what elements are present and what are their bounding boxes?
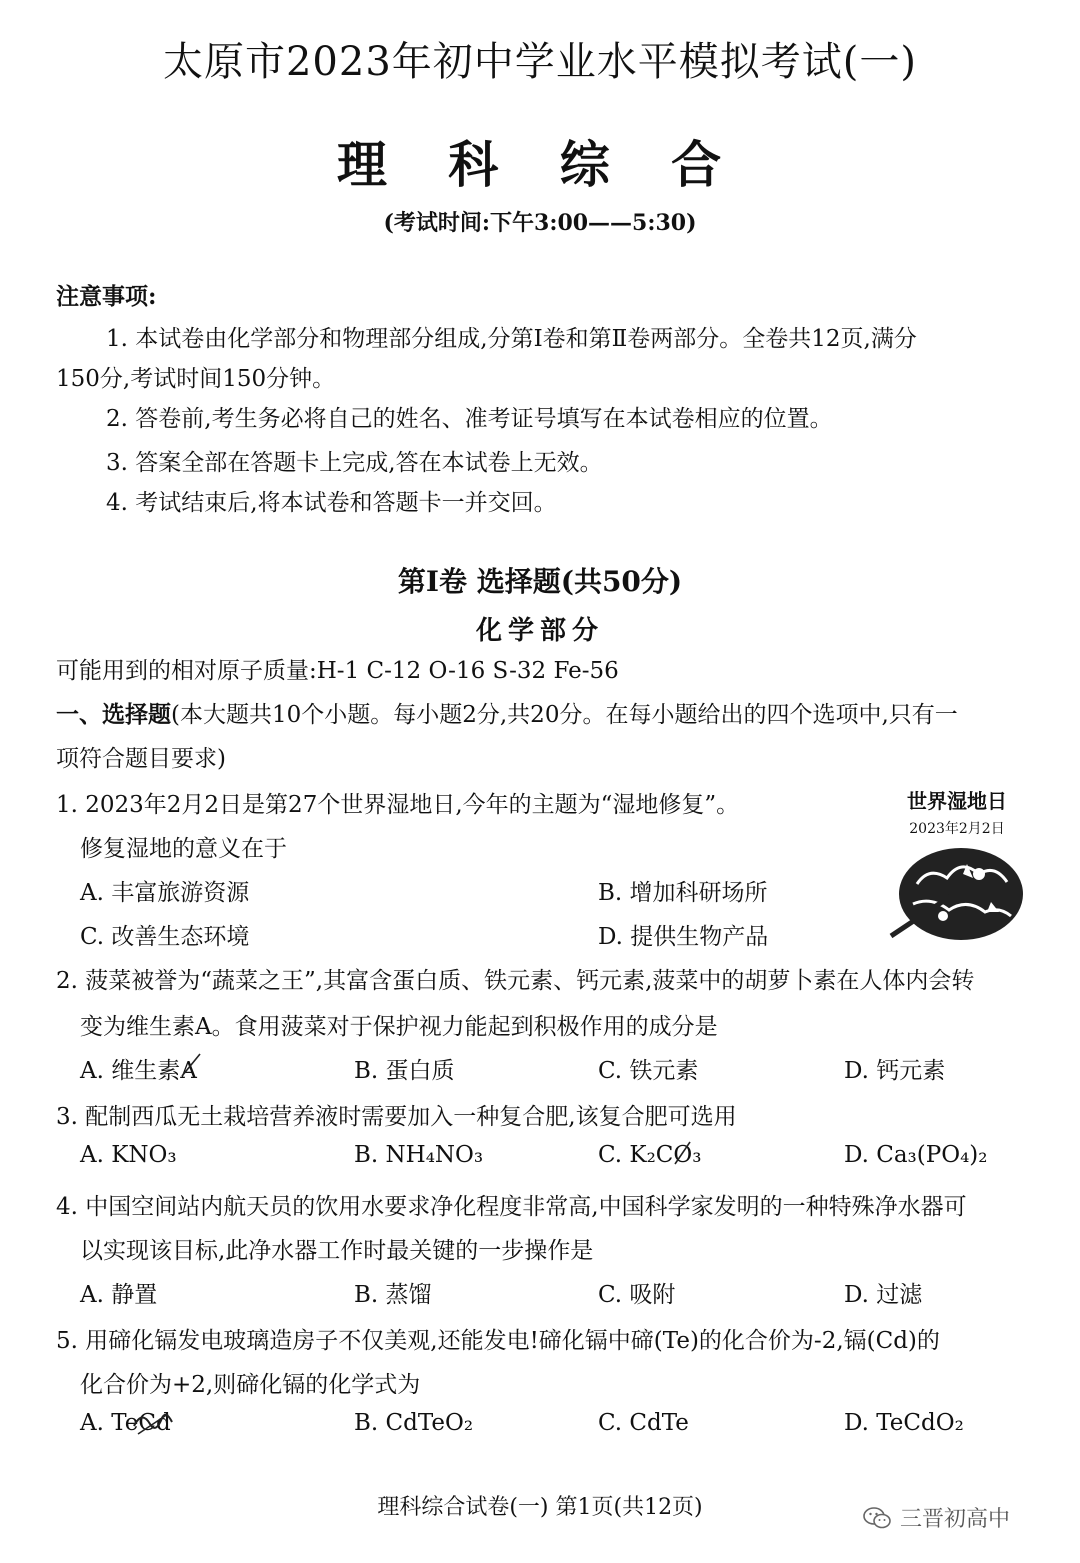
q4-option-c: C. 吸附 [598, 1282, 676, 1308]
q4-option-b: B. 蒸馏 [354, 1282, 432, 1308]
section-subtitle: 化学部分 [475, 616, 604, 646]
watermark [862, 1502, 1010, 1533]
q4-option-d: D. 过滤 [844, 1282, 923, 1308]
q1-stem-2: 修复湿地的意义在于 [80, 836, 287, 862]
q1-stem-1: 1. 2023年2月2日是第27个世界湿地日,今年的主题为“湿地修复”。 [56, 792, 740, 818]
note-3: 3. 答案全部在答题卡上完成,答在本试卷上无效。 [106, 450, 603, 476]
note-1b: 150分,考试时间150分钟。 [56, 366, 336, 392]
q1-option-c: C. 改善生态环境 [80, 924, 250, 950]
part-heading-line [56, 696, 958, 729]
q3-option-b: B. NH₄NO₃ [354, 1142, 484, 1168]
q5-option-a: A. TeCd [80, 1410, 171, 1436]
page-footer: 理科综合试卷(一) 第1页(共12页) [377, 1495, 703, 1520]
q3-option-c: C. K₂CO₃ [598, 1142, 702, 1168]
q5-option-d: D. TeCdO₂ [844, 1410, 964, 1436]
atomic-masses: 可能用到的相对原子质量:H-1 C-12 O-16 S-32 Fe-56 [56, 658, 619, 684]
q2-option-b: B. 蛋白质 [354, 1058, 455, 1084]
subject-title: 理 科 综 合 [336, 135, 744, 194]
wetland-logo-icon [887, 844, 1027, 944]
note-4: 4. 考试结束后,将本试卷和答题卡一并交回。 [106, 490, 557, 516]
q5-option-c: C. CdTe [598, 1410, 689, 1436]
wechat-icon [862, 1506, 892, 1530]
note-2: 2. 答卷前,考生务必将自己的姓名、准考证号填写在本试卷相应的位置。 [106, 406, 833, 432]
part-desc: (本大题共10个小题。每小题2分,共20分。在每小题给出的四个选项中,只有一 [171, 702, 958, 728]
part-desc-2: 项符合题目要求) [56, 746, 226, 772]
q2-stem-2: 变为维生素A。食用菠菜对于保护视力能起到积极作用的成分是 [80, 1014, 718, 1040]
part-heading: 一、选择题 [56, 701, 171, 728]
q4-stem-2: 以实现该目标,此净水器工作时最关键的一步操作是 [80, 1238, 594, 1264]
exam-title: 太原市2023年初中学业水平模拟考试(一) [162, 39, 917, 85]
q5-option-b: B. CdTeO₂ [354, 1410, 474, 1436]
emblem-title: 世界湿地日 [907, 789, 1007, 813]
emblem-date: 2023年2月2日 [909, 821, 1005, 837]
note-1a: 1. 本试卷由化学部分和物理部分组成,分第Ⅰ卷和第Ⅱ卷两部分。全卷共12页,满分 [106, 326, 917, 352]
q2-option-a: A. 维生素A [80, 1058, 197, 1084]
notes-heading: 注意事项: [56, 283, 157, 310]
q1-option-d: D. 提供生物产品 [598, 924, 769, 950]
q2-option-d: D. 钙元素 [844, 1058, 946, 1084]
q5-stem-2: 化合价为+2,则碲化镉的化学式为 [80, 1372, 421, 1398]
q4-option-a: A. 静置 [80, 1282, 158, 1308]
wetland-day-emblem [882, 785, 1032, 944]
q3-stem-1: 3. 配制西瓜无土栽培营养液时需要加入一种复合肥,该复合肥可选用 [56, 1104, 737, 1130]
q3-option-a: A. KNO₃ [80, 1142, 177, 1168]
q3-option-d: D. Ca₃(PO₄)₂ [844, 1142, 988, 1168]
watermark-text: 三晋初高中 [900, 1507, 1011, 1532]
q1-option-a: A. 丰富旅游资源 [80, 880, 250, 906]
q2-stem-1: 2. 菠菜被誉为“蔬菜之王”,其富含蛋白质、铁元素、钙元素,菠菜中的胡萝卜素在人体内会转 [56, 968, 975, 994]
q1-option-b: B. 增加科研场所 [598, 880, 768, 906]
q2-option-c: C. 铁元素 [598, 1058, 699, 1084]
q5-stem-1: 5. 用碲化镉发电玻璃造房子不仅美观,还能发电!碲化镉中碲(Te)的化合价为-2,镉(Cd)的 [56, 1328, 940, 1354]
q4-stem-1: 4. 中国空间站内航天员的饮用水要求净化程度非常高,中国科学家发明的一种特殊净水器可 [56, 1194, 967, 1220]
section-title: 第Ⅰ卷 选择题(共50分) [397, 565, 683, 598]
exam-time: (考试时间:下午3:00——5:30) [383, 210, 697, 236]
